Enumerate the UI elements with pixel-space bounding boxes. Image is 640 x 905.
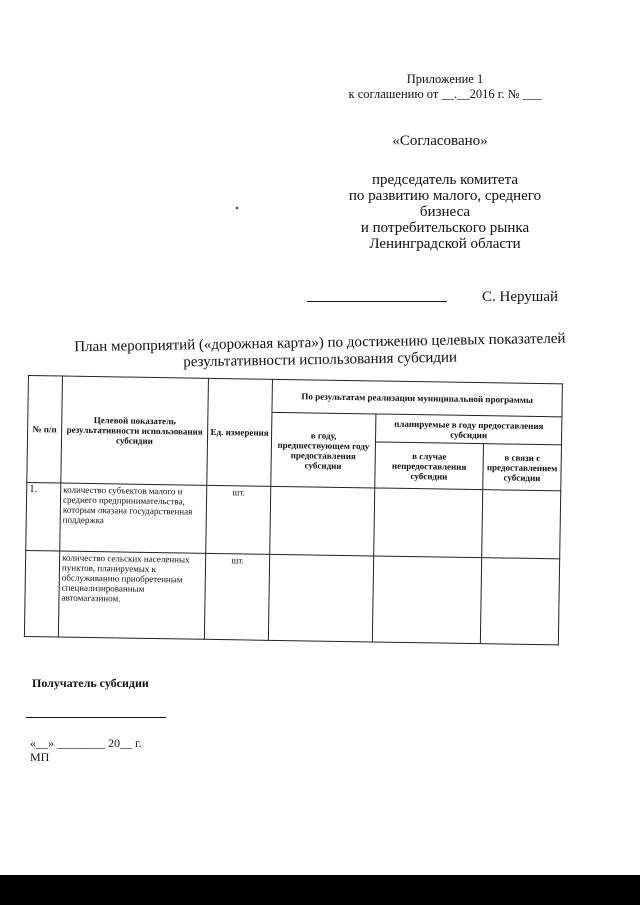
- header-prev-year: в году, предшествующем году предоставления субсидии: [271, 412, 376, 488]
- row-cell-no-subsidy: [374, 488, 483, 558]
- header-no-subsidy: в случае непредоставления субсидии: [375, 442, 484, 490]
- row-cell-with-subsidy: [480, 558, 559, 645]
- recipient-label: Получатель субсидии: [32, 676, 149, 690]
- header-num: № п/п: [27, 376, 63, 484]
- row-cell-prev-year: [270, 487, 375, 557]
- approver-line: и потребительского рынка: [360, 220, 530, 236]
- approver-block: [330, 172, 560, 252]
- header-planned: планируемые в году предоставления субсидии: [375, 414, 561, 445]
- agreed-heading: «Согласовано»: [392, 133, 488, 149]
- row-indicator: количество сельских населенных пунктов, планируемых к обслуживанию приобретенным специализированным автомагазином.: [58, 551, 205, 639]
- signatory-name: С. Нерушай: [482, 289, 559, 305]
- header-with-subsidy: в связи с предоставлением субсидии: [483, 444, 562, 491]
- stamp-placeholder: МП: [30, 750, 50, 764]
- header-results: По результатам реализации муниципальной программы: [272, 379, 563, 416]
- approver-line: по развитию малого, среднего: [348, 188, 542, 204]
- row-num: 1.: [26, 483, 61, 552]
- row-cell-with-subsidy: [482, 490, 561, 559]
- table-row: [26, 483, 561, 559]
- appendix-title: Приложение 1: [406, 72, 484, 86]
- recipient-signature-line: [26, 717, 166, 718]
- scan-border: [0, 875, 640, 905]
- approver-line: Ленинградской области: [369, 236, 521, 252]
- row-unit: шт.: [206, 486, 271, 555]
- row-indicator: количество субъектов малого и среднего предпринимательства, которым оказана государственная поддержка: [60, 483, 207, 553]
- scan-speck: [236, 207, 238, 209]
- appendix-block: [340, 72, 550, 102]
- row-num: [24, 551, 59, 637]
- header-indicator: Целевой показатель результативности использования субсидии: [61, 376, 209, 486]
- plan-title: План мероприятий («дорожная карта») по достижению целевых показателей результативности использования субсидии: [74, 330, 566, 371]
- appendix-agreement-ref: к соглашению от __.__2016 г. № ___: [348, 87, 542, 101]
- row-cell-no-subsidy: [372, 556, 481, 643]
- indicators-table: [24, 375, 562, 645]
- approver-line: бизнеса: [419, 204, 471, 220]
- signature-line: [307, 301, 447, 302]
- approver-line: председатель комитета: [372, 172, 518, 188]
- row-unit: шт.: [204, 554, 269, 641]
- table-row: [24, 551, 559, 645]
- header-unit: Ед. измерения: [207, 378, 273, 486]
- date-line: «__» ________ 20__ г.: [30, 736, 142, 750]
- row-cell-prev-year: [268, 555, 373, 642]
